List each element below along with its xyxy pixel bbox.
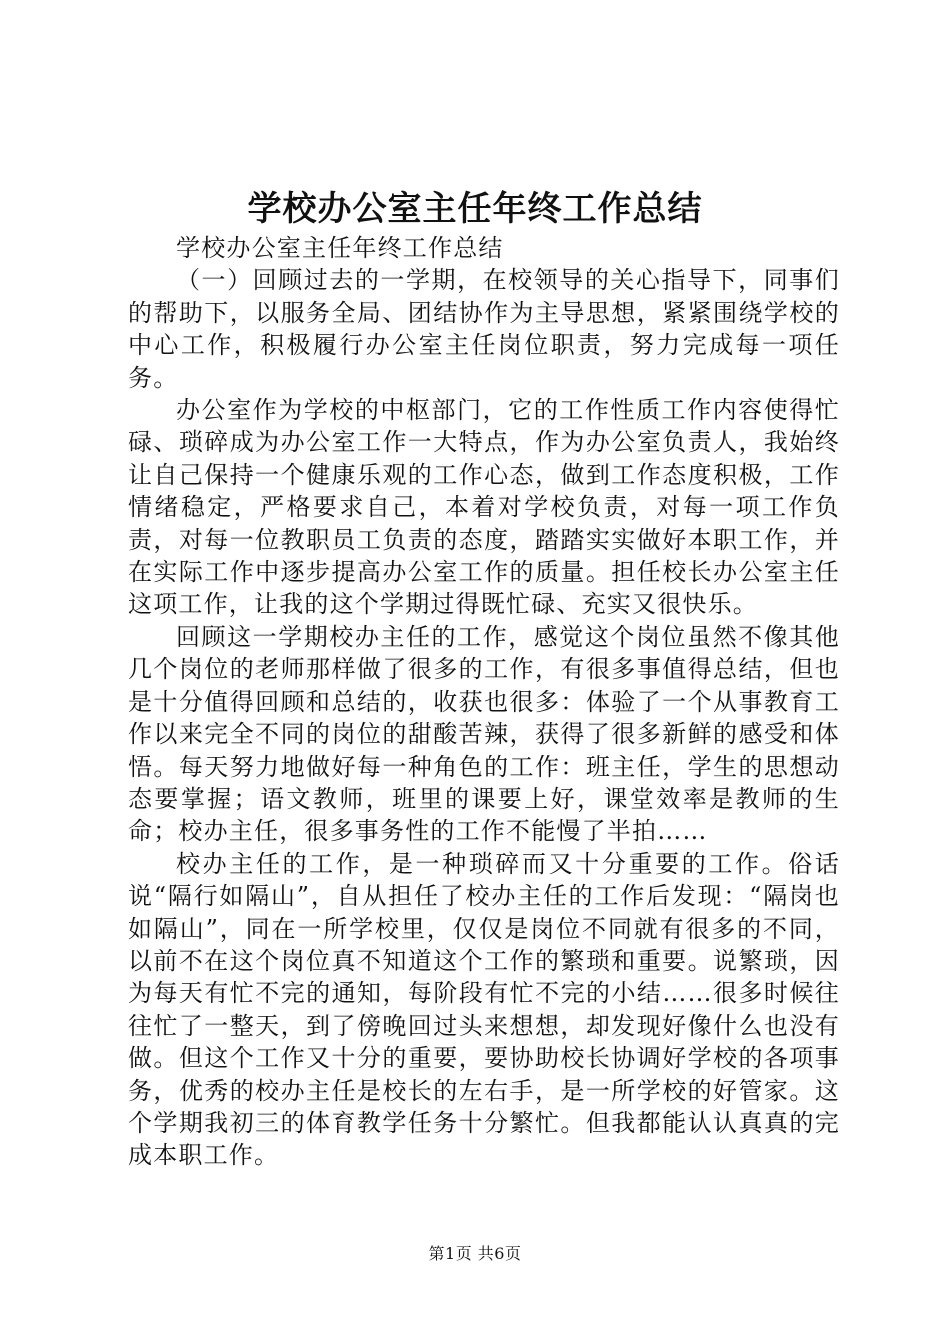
document-body (128, 232, 840, 1172)
paragraph-1: （一）回顾过去的一学期，在校领导的关心指导下，同事们的帮助下，以服务全局、团结协作为主导思想，紧紧围绕学校的中心工作，积极履行办公室主任岗位职责，努力完成每一项任务。 (128, 266, 840, 392)
paragraph-3: 回顾这一学期校办主任的工作，感觉这个岗位虽然不像其他几个岗位的老师那样做了很多的工作，有很多事值得总结，但也是十分值得回顾和总结的，收获也很多：体验了一个从事教育工作以来完全不同的岗位的甜酸苦辣，获得了很多新鲜的感受和体悟。每天努力地做好每一种角色的工作：班主任，学生的思想动态要掌握；语文教师，班里的课要上好，课堂效率是教师的生命；校办主任，很多事务性的工作不能慢了半拍…… (128, 622, 840, 846)
page-number-footer: 第1页 共6页 (428, 1244, 522, 1263)
paragraph-2: 办公室作为学校的中枢部门，它的工作性质工作内容使得忙碌、琐碎成为办公室工作一大特点，作为办公室负责人，我始终让自己保持一个健康乐观的工作心态，做到工作态度积极，工作情绪稳定，严格要求自己，本着对学校负责，对每一项工作负责，对每一位教职员工负责的态度，踏踏实实做好本职工作，并在实际工作中逐步提高办公室工作的质量。担任校长办公室主任这项工作，让我的这个学期过得既忙碌、充实又很快乐。 (128, 396, 840, 619)
document-title: 学校办公室主任年终工作总结 (247, 189, 703, 229)
paragraph-4: 校办主任的工作，是一种琐碎而又十分重要的工作。俗话说“隔行如隔山”，自从担任了校办主任的工作后发现：“隔岗也如隔山”，同在一所学校里，仅仅是岗位不同就有很多的不同，以前不在这个岗位真不知道这个工作的繁琐和重要。说繁琐，因为每天有忙不完的通知，每阶段有忙不完的小结……很多时候往往忙了一整天，到了傍晚回过头来想想，却发现好像什么也没有做。但这个工作又十分的重要，要协助校长协调好学校的各项事务，优秀的校办主任是校长的左右手，是一所学校的好管家。这个学期我初三的体育教学任务十分繁忙。但我都能认认真真的完成本职工作。 (128, 849, 840, 1170)
document-subtitle: 学校办公室主任年终工作总结 (176, 234, 504, 262)
